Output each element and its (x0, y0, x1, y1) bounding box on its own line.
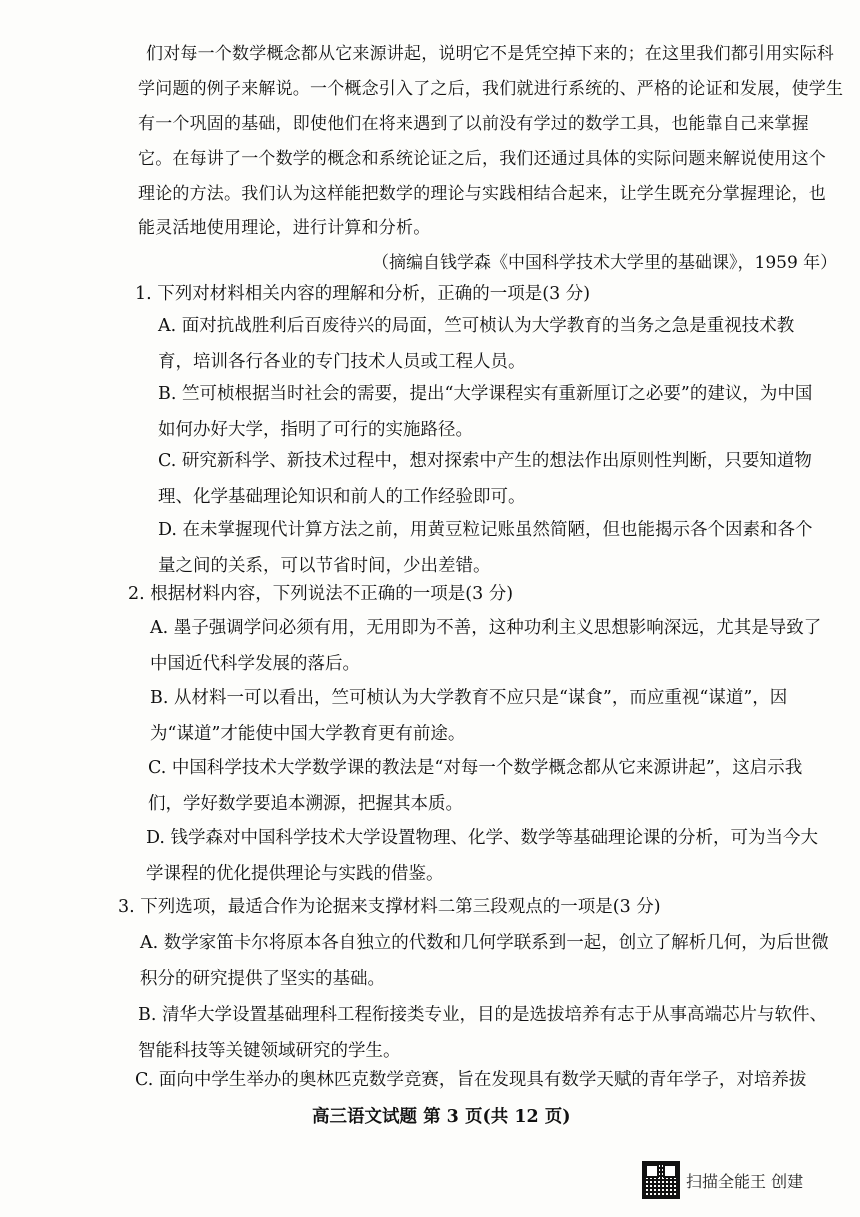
question-1-option-a: A. 面对抗战胜利后百废待兴的局面，竺可桢认为大学教育的当务之急是重视技术教育，培训各行各业的专门技术人员或工程人员。 (158, 316, 795, 372)
question-1-stem: 1. 下列对材料相关内容的理解和分析，正确的一项是(3 分) (135, 284, 591, 304)
passage-line: 理论的方法。我们认为这样能把数学的理论与实践相结合起来，让学生既充分掌握理论，也 (138, 184, 826, 204)
question-2-option-a: A. 墨子强调学问必须有用，无用即为不善，这种功利主义思想影响深远，尤其是导致了中国近代科学发展的落后。 (150, 618, 822, 674)
passage-line: 有一个巩固的基础，即使他们在将来遇到了以前没有学过的数学工具，也能靠自己来掌握 (138, 114, 809, 134)
question-3-option-b: B. 清华大学设置基础理科工程衔接类专业，目的是选拔培养有志于从事高端芯片与软件、智能科技等关键领域研究的学生。 (138, 1005, 827, 1061)
source-citation: （摘编自钱学森《中国科学技术大学里的基础课》，1959 年） (372, 253, 838, 273)
passage-line: 学问题的例子来解说。一个概念引入了之后，我们就进行系统的、严格的论证和发展，使学生 (138, 79, 844, 99)
watermark-text: 扫描全能王 创建 (686, 1171, 804, 1191)
passage-line: 能灵活地使用理论，进行计算和分析。 (138, 218, 431, 238)
question-3-stem: 3. 下列选项，最适合作为论据来支撑材料二第三段观点的一项是(3 分) (118, 897, 661, 917)
question-1-option-b: B. 竺可桢根据当时社会的需要，提出“大学课程实有重新厘订之必要”的建议，为中国如何办好大学，指明了可行的实施路径。 (158, 384, 813, 440)
passage-line: 它。在每讲了一个数学的概念和系统论证之后，我们还通过具体的实际问题来解说使用这个 (138, 149, 826, 169)
qr-code-icon (642, 1161, 680, 1199)
question-1-option-c: C. 研究新科学、新技术过程中，想对探索中产生的想法作出原则性判断，只要知道物理、化学基础理论知识和前人的工作经验即可。 (158, 451, 812, 507)
question-2-stem: 2. 根据材料内容，下列说法不正确的一项是(3 分) (128, 584, 514, 604)
question-2-option-c: C. 中国科学技术大学数学课的教法是“对每一个数学概念都从它来源讲起”，这启示我们，学好数学要追本溯源，把握其本质。 (148, 758, 803, 814)
question-3-option-a: A. 数学家笛卡尔将原本各自独立的代数和几何学联系到一起，创立了解析几何，为后世微积分的研究提供了坚实的基础。 (140, 933, 829, 989)
question-2-option-b: B. 从材料一可以看出，竺可桢认为大学教育不应只是“谋食”，而应重视“谋道”，因为“谋道”才能使中国大学教育更有前途。 (150, 688, 788, 744)
page-footer: 高三语文试题 第 3 页(共 12 页) (312, 1107, 571, 1127)
scanner-watermark (642, 1161, 803, 1199)
question-2-option-d: D. 钱学森对中国科学技术大学设置物理、化学、数学等基础理论课的分析，可为当今大学课程的优化提供理论与实践的借鉴。 (146, 828, 819, 884)
question-3-option-c: C. 面向中学生举办的奥林匹克数学竞赛，旨在发现具有数学天赋的青年学子，对培养拔 (135, 1070, 807, 1090)
passage-line: 们对每一个数学概念都从它来源讲起，说明它不是凭空掉下来的；在这里我们都引用实际科 (146, 44, 834, 64)
question-1-option-d: D. 在未掌握现代计算方法之前，用黄豆粒记账虽然简陋，但也能揭示各个因素和各个量之间的关系，可以节省时间，少出差错。 (158, 520, 813, 576)
